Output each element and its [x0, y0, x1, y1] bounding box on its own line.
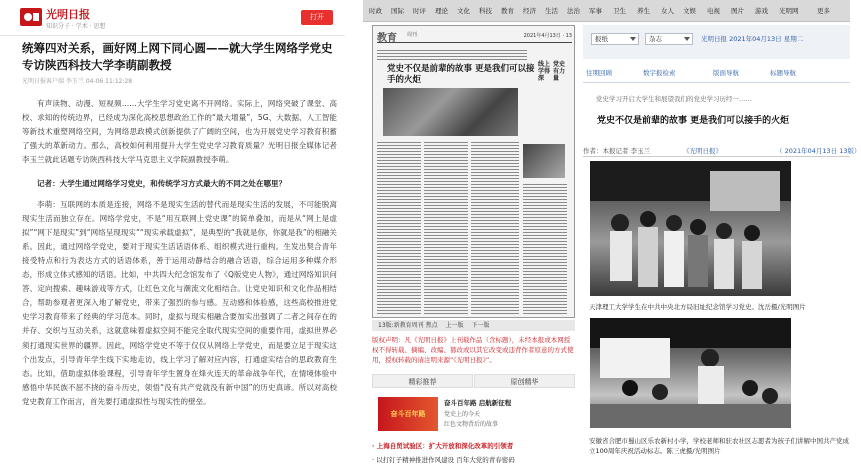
nav-item[interactable]: 卫生 — [613, 7, 626, 15]
edition-date: 光明日报 2021年04月13日 星期二 — [701, 35, 804, 43]
newspaper-page-image[interactable] — [372, 25, 575, 318]
promo-line[interactable]: 红色文物背后的故事 — [444, 421, 499, 428]
news-link[interactable]: · 上海自贸试验区：扩大开放和深化改革的引领者 — [372, 442, 514, 450]
article-body — [22, 97, 337, 419]
nav-item[interactable]: 电视 — [707, 7, 720, 15]
tab-original[interactable]: 原创精华 — [474, 374, 575, 388]
nav-item[interactable]: 法治 — [567, 7, 580, 15]
divider — [583, 82, 850, 83]
magazine-select[interactable] — [645, 33, 693, 45]
nav-item[interactable]: 图片 — [731, 7, 744, 15]
page-pager — [372, 320, 575, 331]
copyright-notice: 版权声明：凡《光明日报》上刊载作品（含标题），未经本报或本网授权不得转载、摘编、改编、篡改或以其它改变或违背作者原意的方式使用，授权转载的请注明来源“《光明日报》”。 — [372, 336, 574, 364]
article-photo — [590, 161, 791, 296]
nav-item[interactable]: 游戏 — [755, 7, 768, 15]
article-title: 党史不仅是前辈的故事 更是我们可以接手的火炬 — [597, 116, 790, 126]
nav-item[interactable]: 时评 — [413, 7, 426, 15]
paper-section-sub: 周刊 — [407, 32, 418, 38]
nav-item[interactable]: 更多 — [817, 7, 830, 15]
nav-item[interactable]: 光明网 — [779, 7, 799, 15]
article-author: 作者：本报记者 李玉兰 — [583, 147, 651, 155]
channel-nav — [363, 0, 583, 22]
newspaper-select-value: 报纸 — [595, 35, 608, 43]
quicknav-archive[interactable]: 往期回顾 — [586, 69, 612, 77]
page-indicator: 13版:新教育周刊 焦点 — [378, 322, 438, 329]
paper-date: 2021年4月13日 · 13 — [523, 33, 572, 39]
edition-selector-bar — [583, 25, 850, 59]
article-photo — [590, 318, 791, 428]
paper-text-column — [523, 182, 567, 315]
app-header — [0, 0, 345, 36]
nav-item[interactable]: 养生 — [637, 7, 650, 15]
nav-item[interactable]: 国际 — [391, 7, 404, 15]
paper-section-title: 教育 — [377, 33, 397, 44]
brand-subtitle: 知识分子 · 学术 · 思想 — [46, 23, 106, 30]
paper-article-title: 党史不仅是前辈的故事 更是我们可以接手的火炬 — [387, 64, 535, 85]
nav-item[interactable]: 文化 — [457, 7, 470, 15]
paper-side-title: 线上学得深 — [538, 61, 551, 82]
promo-title[interactable]: 奋斗百年路 启航新征程 — [444, 399, 512, 407]
article-kicker: 党史学习开启大学生和展望我们的党史学习历经一…… — [596, 95, 752, 103]
nav-item[interactable]: 时政 — [369, 7, 382, 15]
newspaper-page-panel — [363, 0, 583, 471]
promo-banner[interactable]: 奋斗百年路 — [378, 397, 438, 431]
interview-question: 记者：大学生通过网络学习党史，和传统学习方式最大的不同之处在哪里？ — [37, 179, 287, 189]
nav-item[interactable]: 女人 — [661, 7, 674, 15]
article-headline: 统筹四对关系，画好网上网下同心圆——就大学生网络学党史专访陕西科技大学李萌副教授 — [22, 41, 333, 72]
prev-page-link[interactable]: 上一版 — [445, 322, 464, 329]
news-link[interactable]: · 以打钉子精神推进作风建设 百年大党的青春密码 — [372, 456, 515, 464]
open-app-button[interactable]: 打开 — [301, 10, 333, 25]
paper-text-column — [377, 140, 421, 315]
chevron-down-icon — [630, 37, 636, 41]
promo-line[interactable]: 党史上的今天 — [444, 411, 481, 418]
paper-text-column — [424, 140, 468, 315]
article-meta: 光明日报客户端 李玉兰 04-06 11:12:28 — [22, 78, 133, 85]
mobile-article-panel — [0, 0, 345, 471]
divider — [583, 156, 850, 157]
magazine-select-value: 杂志 — [649, 35, 662, 43]
chevron-down-icon — [684, 37, 690, 41]
nav-item[interactable]: 经济 — [523, 7, 536, 15]
paper-photo-small — [523, 144, 565, 178]
paper-photo — [383, 88, 518, 136]
paper-side-title-2: 党史有力量 — [553, 61, 566, 82]
nav-item[interactable]: 科技 — [479, 7, 492, 15]
recommend-tabs — [372, 374, 575, 388]
guangming-logo-icon — [20, 8, 42, 26]
article-paragraph: 有声读物、动漫、短视频……大学生学习党史离不开网络。实际上，网络突破了课堂、高校、求知的传统边界，已经成为深化高校思想政治工作的“最大增量”，5G、大数据、人工智能等新技术重塑网络空间，为网络思政模式创新提供了广阔的空间，也为开展党史学习教育积蓄了强大的革新动力。那么，高校如何利用提升大学生党史学习教育质量？光明日报全媒体记者李玉兰就此话题专访陕西科技大学马克思主义学院副教授李萌。 — [22, 99, 337, 165]
nav-item[interactable]: 教育 — [501, 7, 514, 15]
paper-text-block — [377, 48, 527, 60]
nav-item[interactable]: 军事 — [589, 7, 602, 15]
photo-caption: 天津理工大学学生在中共中央北方局旧址纪念馆学习党史。沈岳摄/光明图片 — [589, 303, 806, 311]
quicknav-title-nav[interactable]: 标题导航 — [770, 69, 796, 77]
quick-nav — [583, 66, 850, 80]
quicknav-search[interactable]: 数字报检索 — [643, 69, 676, 77]
nav-item[interactable]: 文娱 — [683, 7, 696, 15]
nav-item[interactable]: 生活 — [545, 7, 558, 15]
brand-name: 光明日报 — [46, 8, 90, 21]
paper-text-column — [471, 140, 519, 315]
quicknav-page-nav[interactable]: 版面导航 — [713, 69, 739, 77]
promo-block[interactable] — [372, 395, 575, 433]
next-page-link[interactable]: 下一版 — [471, 322, 490, 329]
nav-item[interactable]: 理论 — [435, 7, 448, 15]
article-time: （ 2021年04月13日 13版） — [776, 147, 861, 155]
channel-nav — [583, 0, 850, 22]
article-source[interactable]: 《光明日报》 — [683, 147, 722, 155]
photo-caption: 安徽省合肥市蜀山区乐农新村小学，学校老师和驻农社区志愿者为孩子们讲解中国共产党成立100周年庆祝活动标志。陈三虎摄/光明图片 — [589, 437, 849, 455]
tab-recommend[interactable]: 精彩推荐 — [372, 374, 473, 388]
desktop-article-panel — [583, 0, 861, 471]
interview-answer: 李萌：互联网的本质是连接，网络不是现实生活的替代而是现实生活的发展，不可能脱离现实生活而独立存在。网络学党史，不是“用互联网上党史课”的简单叠加，而是从“网上是虚拟”“网下是现实”到“网络呈现现实”“现实承载虚拟”，是典型的“我就是你，你就是我”的相融关系。因此，通过网络学党史，要对于现实生活话语体系、组织模式进行重构。生发出契合青年接受特点和行为表达方式的话语体系，善于运用动静结合的融合话语，综合运用多种媒介形态，形成立体式感知的话语。比如，中共四大纪念馆发布了《Q版党史人物》，通过网络知识问答、定向搜索、趣味游戏等方式，让红色文化与潮流文化相结合。让党史知识和文化作品相结合，帮助参观者更深入地了解党史，带来了强烈的参与感。互动感和体验感，这些高校推进党史学习教育带来了经典的学习范本。同时，虚拟与现实相融合要加实出强调了二者之间存在的并存、交织与互动关系，这就意味着虚拟空间不能完全取代现实空间的重要作用，虚拟世界必须打通现实世界的疆界。因此，网络学党史不等于仅仅从网络上学党史，而是要立足于现实这个出发点，引导青年学生线下实地走访，线上学习了解对应内容，打通虚实结合的思政教育生态。比如，借助虚拟体验课程，引导青年学生置身在烽火连天的革命战争年代，在情境体验中感悟中华民族不屈不挠的奋斗历史，领悟“没有共产党就没有新中国”的历史真谛。所以对高校党史教育工作而言，首先要打通虚拟性与现实性的壁垒。 — [22, 199, 337, 406]
newspaper-select[interactable] — [591, 33, 639, 45]
paper-masthead — [377, 29, 572, 43]
